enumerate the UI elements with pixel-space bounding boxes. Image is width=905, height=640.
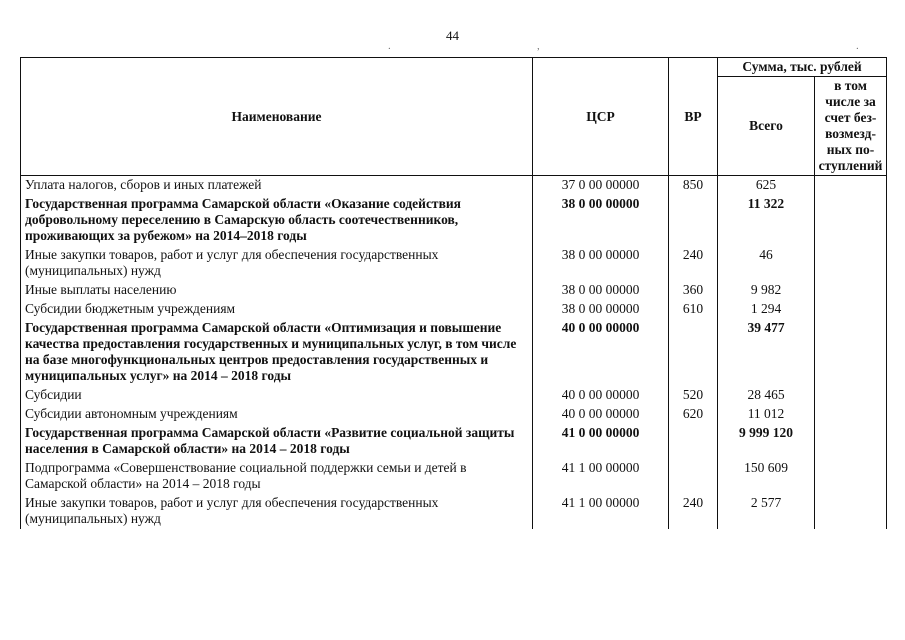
- scan-speck: ,: [537, 40, 540, 52]
- row-gratis: [815, 424, 887, 459]
- table-row: [21, 246, 887, 281]
- row-vr: [669, 424, 718, 459]
- row-csr: 38 0 00 00000: [533, 195, 669, 246]
- row-csr: 40 0 00 00000: [533, 386, 669, 405]
- row-gratis: [815, 405, 887, 424]
- row-total: 150 609: [718, 459, 815, 494]
- row-gratis: [815, 195, 887, 246]
- row-total: 2 577: [718, 494, 815, 529]
- row-vr: [669, 459, 718, 494]
- table-row: [21, 424, 887, 459]
- page-number: 44: [446, 28, 459, 43]
- row-name: Уплата налогов, сборов и иных платежей: [21, 176, 533, 196]
- row-csr: 37 0 00 00000: [533, 176, 669, 196]
- row-total: 11 012: [718, 405, 815, 424]
- row-total: 39 477: [718, 319, 815, 386]
- table-row: [21, 319, 887, 386]
- budget-table: [20, 57, 887, 529]
- row-gratis: [815, 176, 887, 196]
- row-name: Субсидии: [21, 386, 533, 405]
- header-name: Наименование: [21, 58, 533, 176]
- row-gratis: [815, 300, 887, 319]
- row-name: Субсидии автономным учреждениям: [21, 405, 533, 424]
- row-name: Иные закупки товаров, работ и услуг для обеспечения государственных (муниципальных) нужд: [21, 246, 533, 281]
- row-csr: 38 0 00 00000: [533, 300, 669, 319]
- row-gratis: [815, 246, 887, 281]
- row-gratis: [815, 459, 887, 494]
- row-csr: 41 1 00 00000: [533, 494, 669, 529]
- row-name: Субсидии бюджетным учреждениям: [21, 300, 533, 319]
- table-row: [21, 176, 887, 196]
- table-row: [21, 281, 887, 300]
- row-vr: 240: [669, 494, 718, 529]
- row-vr: 240: [669, 246, 718, 281]
- row-vr: 360: [669, 281, 718, 300]
- header-total: Всего: [718, 77, 815, 176]
- table-row: [21, 300, 887, 319]
- row-name: Государственная программа Самарской области «Развитие социальной защиты населения в Самарской области» на 2014 – 2018 годы: [21, 424, 533, 459]
- table-header: [21, 58, 887, 176]
- table-row: [21, 386, 887, 405]
- row-csr: 40 0 00 00000: [533, 405, 669, 424]
- table-row: [21, 494, 887, 529]
- header-gratis: в том числе за счет без-возмезд-ных по-ступлений: [815, 77, 887, 176]
- row-vr: [669, 319, 718, 386]
- row-total: 11 322: [718, 195, 815, 246]
- row-vr: 850: [669, 176, 718, 196]
- table-row: [21, 459, 887, 494]
- table-body: [21, 176, 887, 530]
- row-total: 28 465: [718, 386, 815, 405]
- header-vr: ВР: [669, 58, 718, 176]
- row-csr: 38 0 00 00000: [533, 281, 669, 300]
- row-csr: 41 0 00 00000: [533, 424, 669, 459]
- row-gratis: [815, 494, 887, 529]
- row-total: 9 999 120: [718, 424, 815, 459]
- row-total: 46: [718, 246, 815, 281]
- header-sum: Сумма, тыс. рублей: [718, 58, 887, 77]
- row-name: Иные закупки товаров, работ и услуг для обеспечения государственных (муниципальных) нужд: [21, 494, 533, 529]
- row-gratis: [815, 281, 887, 300]
- row-total: 9 982: [718, 281, 815, 300]
- row-name: Подпрограмма «Совершенствование социальной поддержки семьи и детей в Самарской области» на 2014 – 2018 годы: [21, 459, 533, 494]
- scan-speck: .: [856, 40, 859, 52]
- row-csr: 40 0 00 00000: [533, 319, 669, 386]
- row-csr: 41 1 00 00000: [533, 459, 669, 494]
- row-total: 625: [718, 176, 815, 196]
- table-row: [21, 195, 887, 246]
- row-total: 1 294: [718, 300, 815, 319]
- row-csr: 38 0 00 00000: [533, 246, 669, 281]
- row-vr: 610: [669, 300, 718, 319]
- row-gratis: [815, 319, 887, 386]
- row-name: Государственная программа Самарской области «Оказание содействия добровольному переселению в Самарскую область соотечественников, проживающих за рубежом» на 2014–2018 годы: [21, 195, 533, 246]
- scan-speck: .: [388, 40, 391, 52]
- row-name: Иные выплаты населению: [21, 281, 533, 300]
- header-csr: ЦСР: [533, 58, 669, 176]
- row-gratis: [815, 386, 887, 405]
- row-vr: 620: [669, 405, 718, 424]
- row-name: Государственная программа Самарской области «Оптимизация и повышение качества предоставления государственных и муниципальных услуг, в том числе на базе многофункциональных центров предоставления государственных и муниципальных услуг» на 2014 – 2018 годы: [21, 319, 533, 386]
- table-row: [21, 405, 887, 424]
- row-vr: [669, 195, 718, 246]
- row-vr: 520: [669, 386, 718, 405]
